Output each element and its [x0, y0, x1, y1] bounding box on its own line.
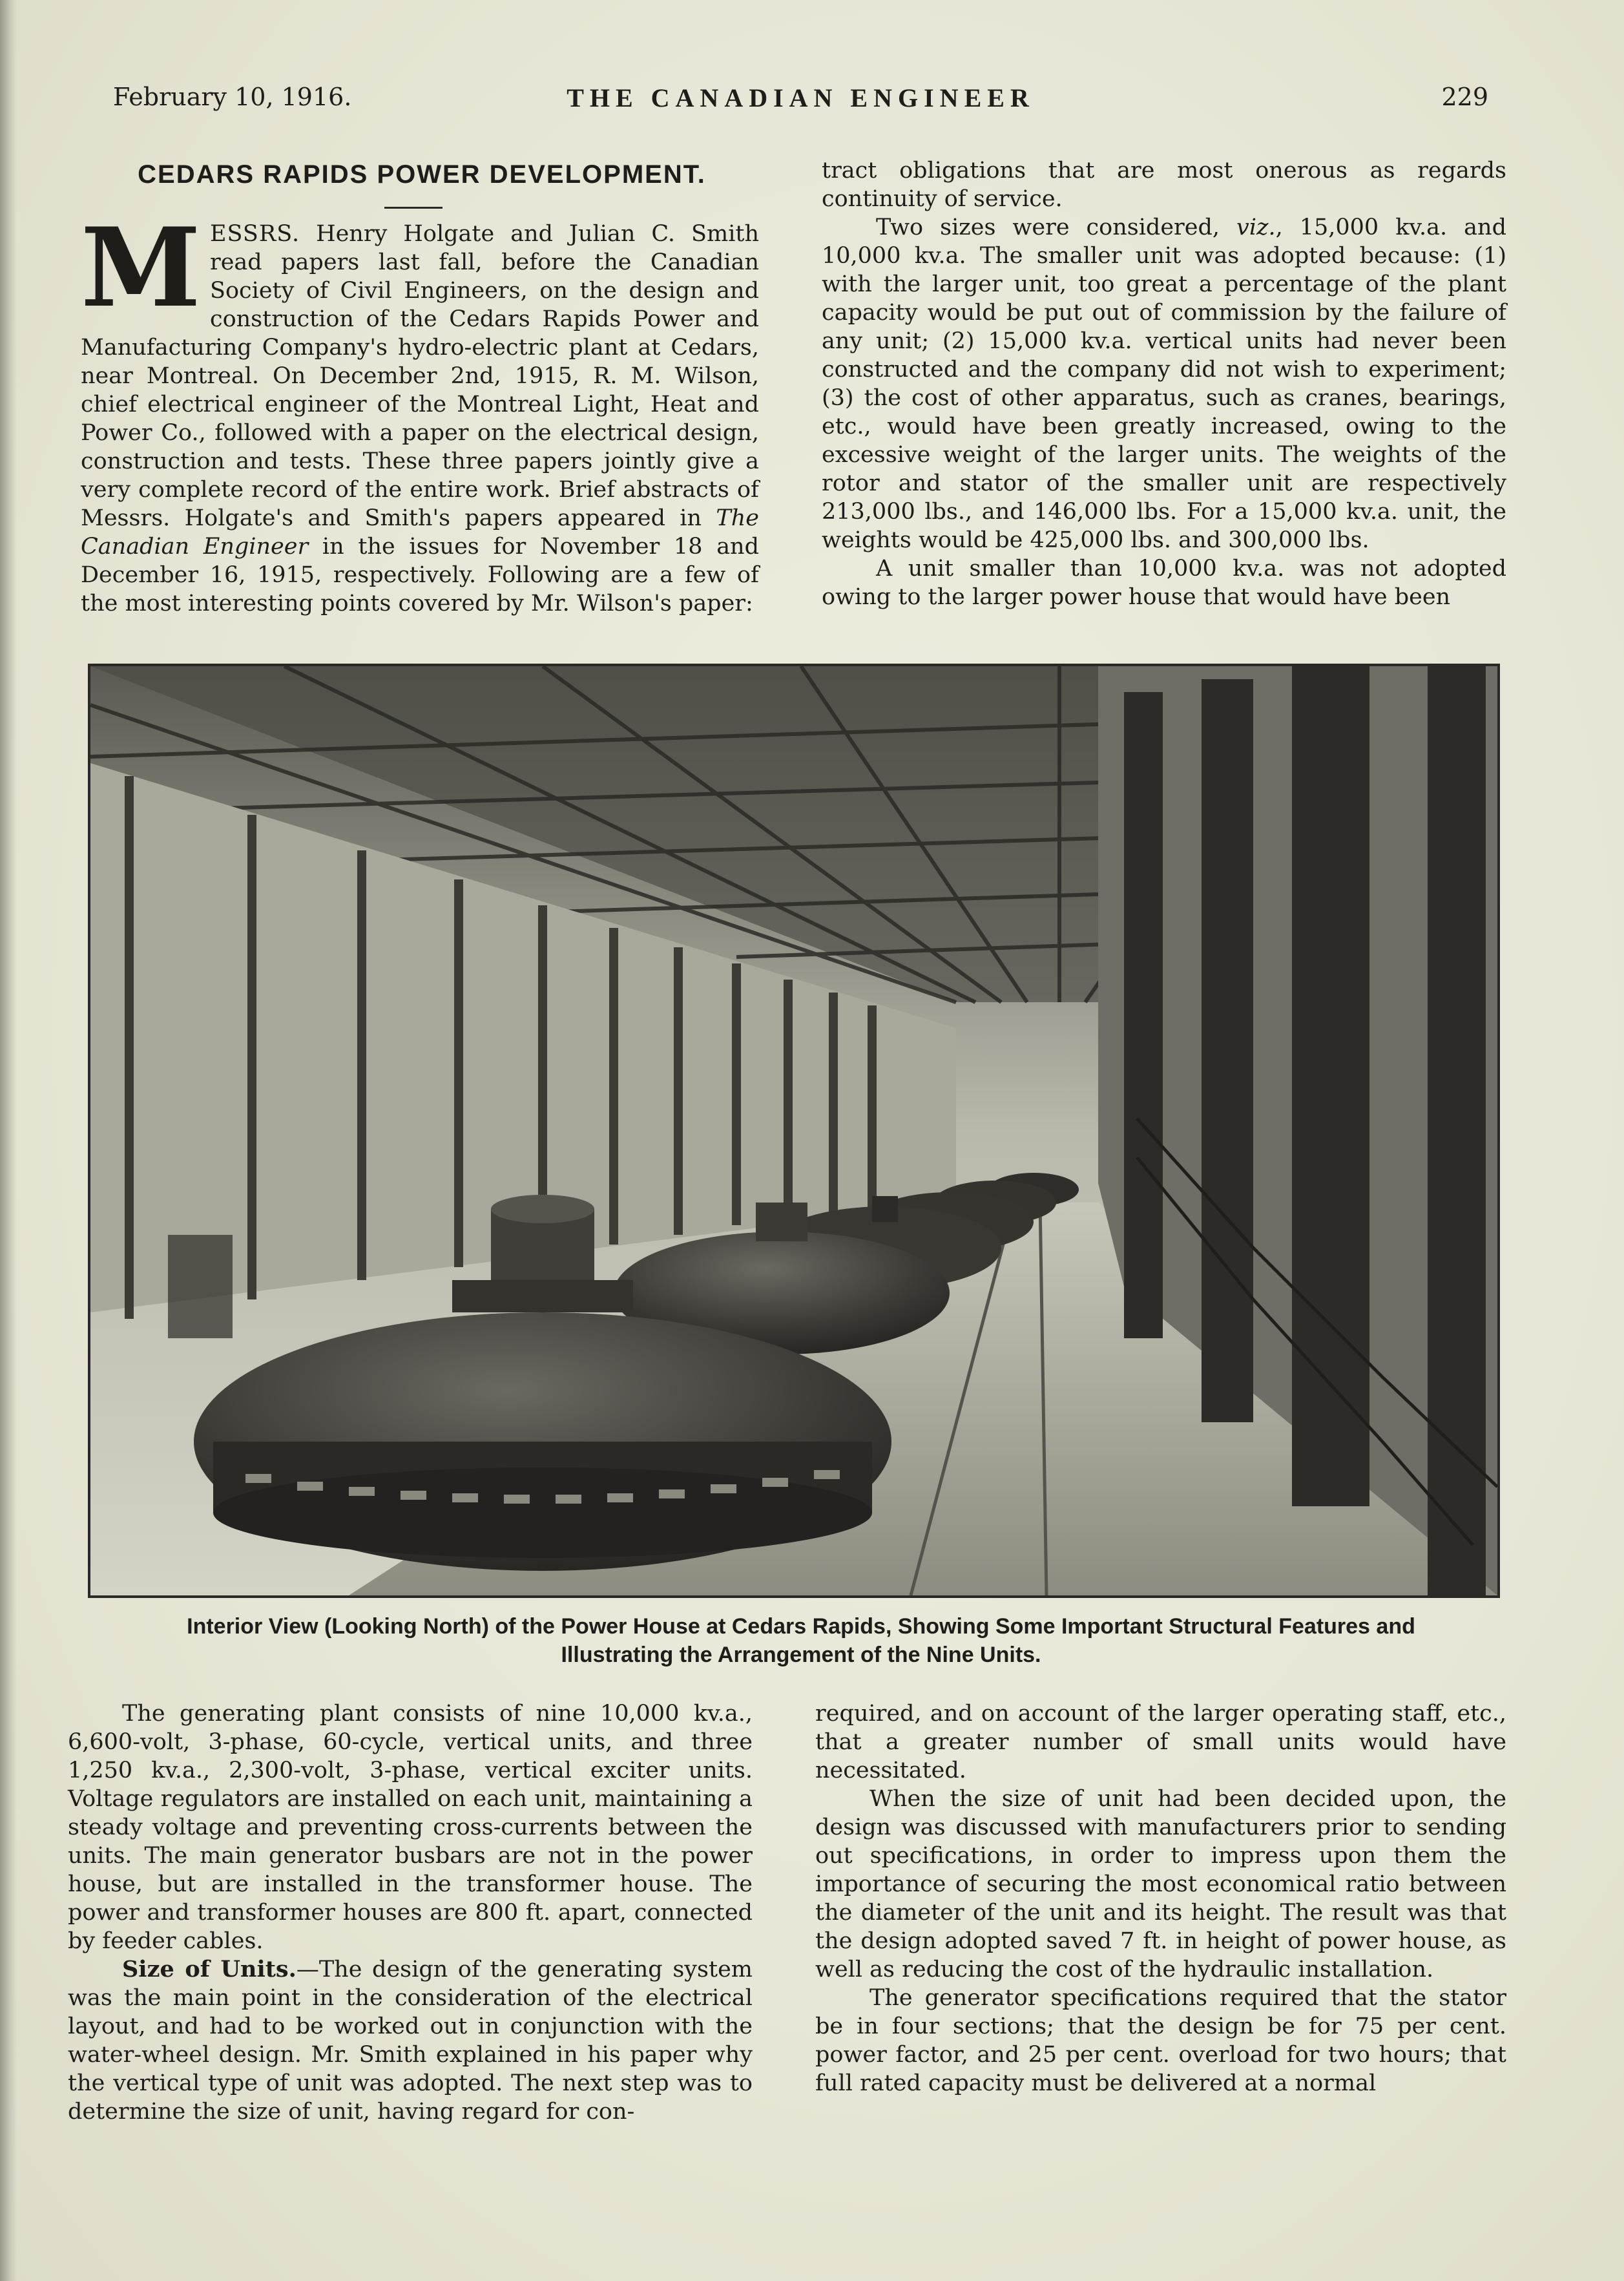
- paragraph-smaller-unit: A unit smaller than 10,000 kv.a. was not adopted owing to the larger power house that would have been: [822, 556, 1506, 610]
- header-date: February 10, 1916.: [113, 83, 352, 111]
- intro-text-2: in the issues for November 18 and December 16, 1915, respectively. Following are a few of the most interesting points covered by Mr. Wilson's paper:: [81, 534, 760, 616]
- paragraph-generating-plant: The generating plant consists of nine 10,000 kv.a., 6,600-volt, 3-phase, 60-cycle, vertical units, and three 1,250 kv.a., 2,300-volt, 3-phase, vertical exciter units. Voltage regulators are installed on each unit, maintaining a steady voltage and preventing cross-currents between the units. The main generator busbars are not in the power house, but are installed in the transformer house. The power and transformer houses are 800 ft. apart, connected by feeder cables.: [68, 1701, 753, 1954]
- intro-journal-ref: The Canadian Engineer: [81, 505, 759, 560]
- paragraph-two-sizes: [822, 213, 1506, 554]
- paragraph-specifications: The generator specifications required that the stator be in four sections; that the design be for 75 per cent. power factor, and 25 per cent. overload for two hours; that full rated capacity must be delivered at a normal: [815, 1985, 1506, 2096]
- left-column-bottom: [68, 1699, 753, 2126]
- paragraph-design-discussion: When the size of unit had been decided upon, the design was discussed with manufacturers prior to sending out specifications, in order to impress upon them the importance of securing the most economical ratio between the diameter of the unit and its height. The result was that the design adopted saved 7 ft. in height of power house, as well as reducing the cost of the hydraulic installation.: [815, 1786, 1506, 1982]
- header-journal-title: THE CANADIAN ENGINEER: [567, 83, 1035, 112]
- photo-caption: Interior View (Looking North) of the Power House at Cedars Rapids, Showing Some Important Structural Features and Illustrating the Arrangement of the Nine Units.: [187, 1614, 1415, 1667]
- paragraph-size-of-units: [68, 1955, 753, 2126]
- page-spine-shadow: [0, 0, 17, 2281]
- size-of-units-text: —The design of the generating system was the main point in the consideration of the electrical layout, and had to be worked out in conjunction with the water-wheel design. Mr. Smith explained in his paper why the vertical type of unit was adopted. The next step was to determine the size of unit, having regard for con-: [68, 1957, 753, 2125]
- article-title: CEDARS RAPIDS POWER DEVELOPMENT.: [138, 160, 706, 189]
- right-column-top: [822, 156, 1506, 611]
- powerhouse-photograph: [88, 664, 1500, 1598]
- running-header: [113, 83, 1488, 121]
- title-rule: [384, 207, 442, 209]
- two-sizes-text-a: Two sizes were considered,: [876, 215, 1237, 240]
- intro-text-1: Henry Holgate and Julian C. Smith read papers last fall, before the Canadian Society of Civil Engineers, on the design and construction of the Cedars Rapids Power and Manufacturing Company's hydro-electric plant at Cedars, near Montreal. On December 2nd, 1915, R. M. Wilson, chief electrical engineer of the Montreal Light, Heat and Power Co., followed with a paper on the electrical design, construction and tests. These three papers jointly give a very complete record of the entire work. Brief abstracts of Messrs. Holgate's and Smith's papers appeared in: [81, 221, 759, 531]
- paragraph-operating-staff: required, and on account of the larger operating staff, etc., that a greater number of small units would have necessitated.: [815, 1701, 1506, 1783]
- intro-paragraph: [81, 204, 760, 618]
- header-page-number: 229: [1441, 83, 1488, 111]
- intro-column: [81, 204, 760, 618]
- two-sizes-viz: viz.: [1236, 215, 1276, 240]
- intro-first-word: ESSRS.: [209, 221, 300, 247]
- powerhouse-interior-illustration: [90, 666, 1497, 1595]
- two-sizes-text-b: , 15,000 kv.a. and 10,000 kv.a. The smaller unit was adopted because: (1) with the larger unit, too great a percentage of the plant capacity would be put out of commission by the failure of any unit; (2) 15,000 kv.a. vertical units had never been constructed and the company did not wish to experiment; (3) the cost of other apparatus, such as cranes, bearings, etc., would have been greatly increased, owing to the excessive weight of the larger units. The weights of the rotor and stator of the smaller unit are respectively 213,000 lbs., and 146,000 lbs. For a 15,000 kv.a. unit, the weights would be 425,000 lbs. and 300,000 lbs.: [822, 215, 1506, 553]
- drop-cap: M: [81, 204, 201, 331]
- right-column-bottom: [815, 1699, 1506, 2097]
- paragraph-continuity: tract obligations that are most onerous as regards continuity of service.: [822, 158, 1506, 212]
- size-of-units-heading: Size of Units.: [122, 1956, 297, 1982]
